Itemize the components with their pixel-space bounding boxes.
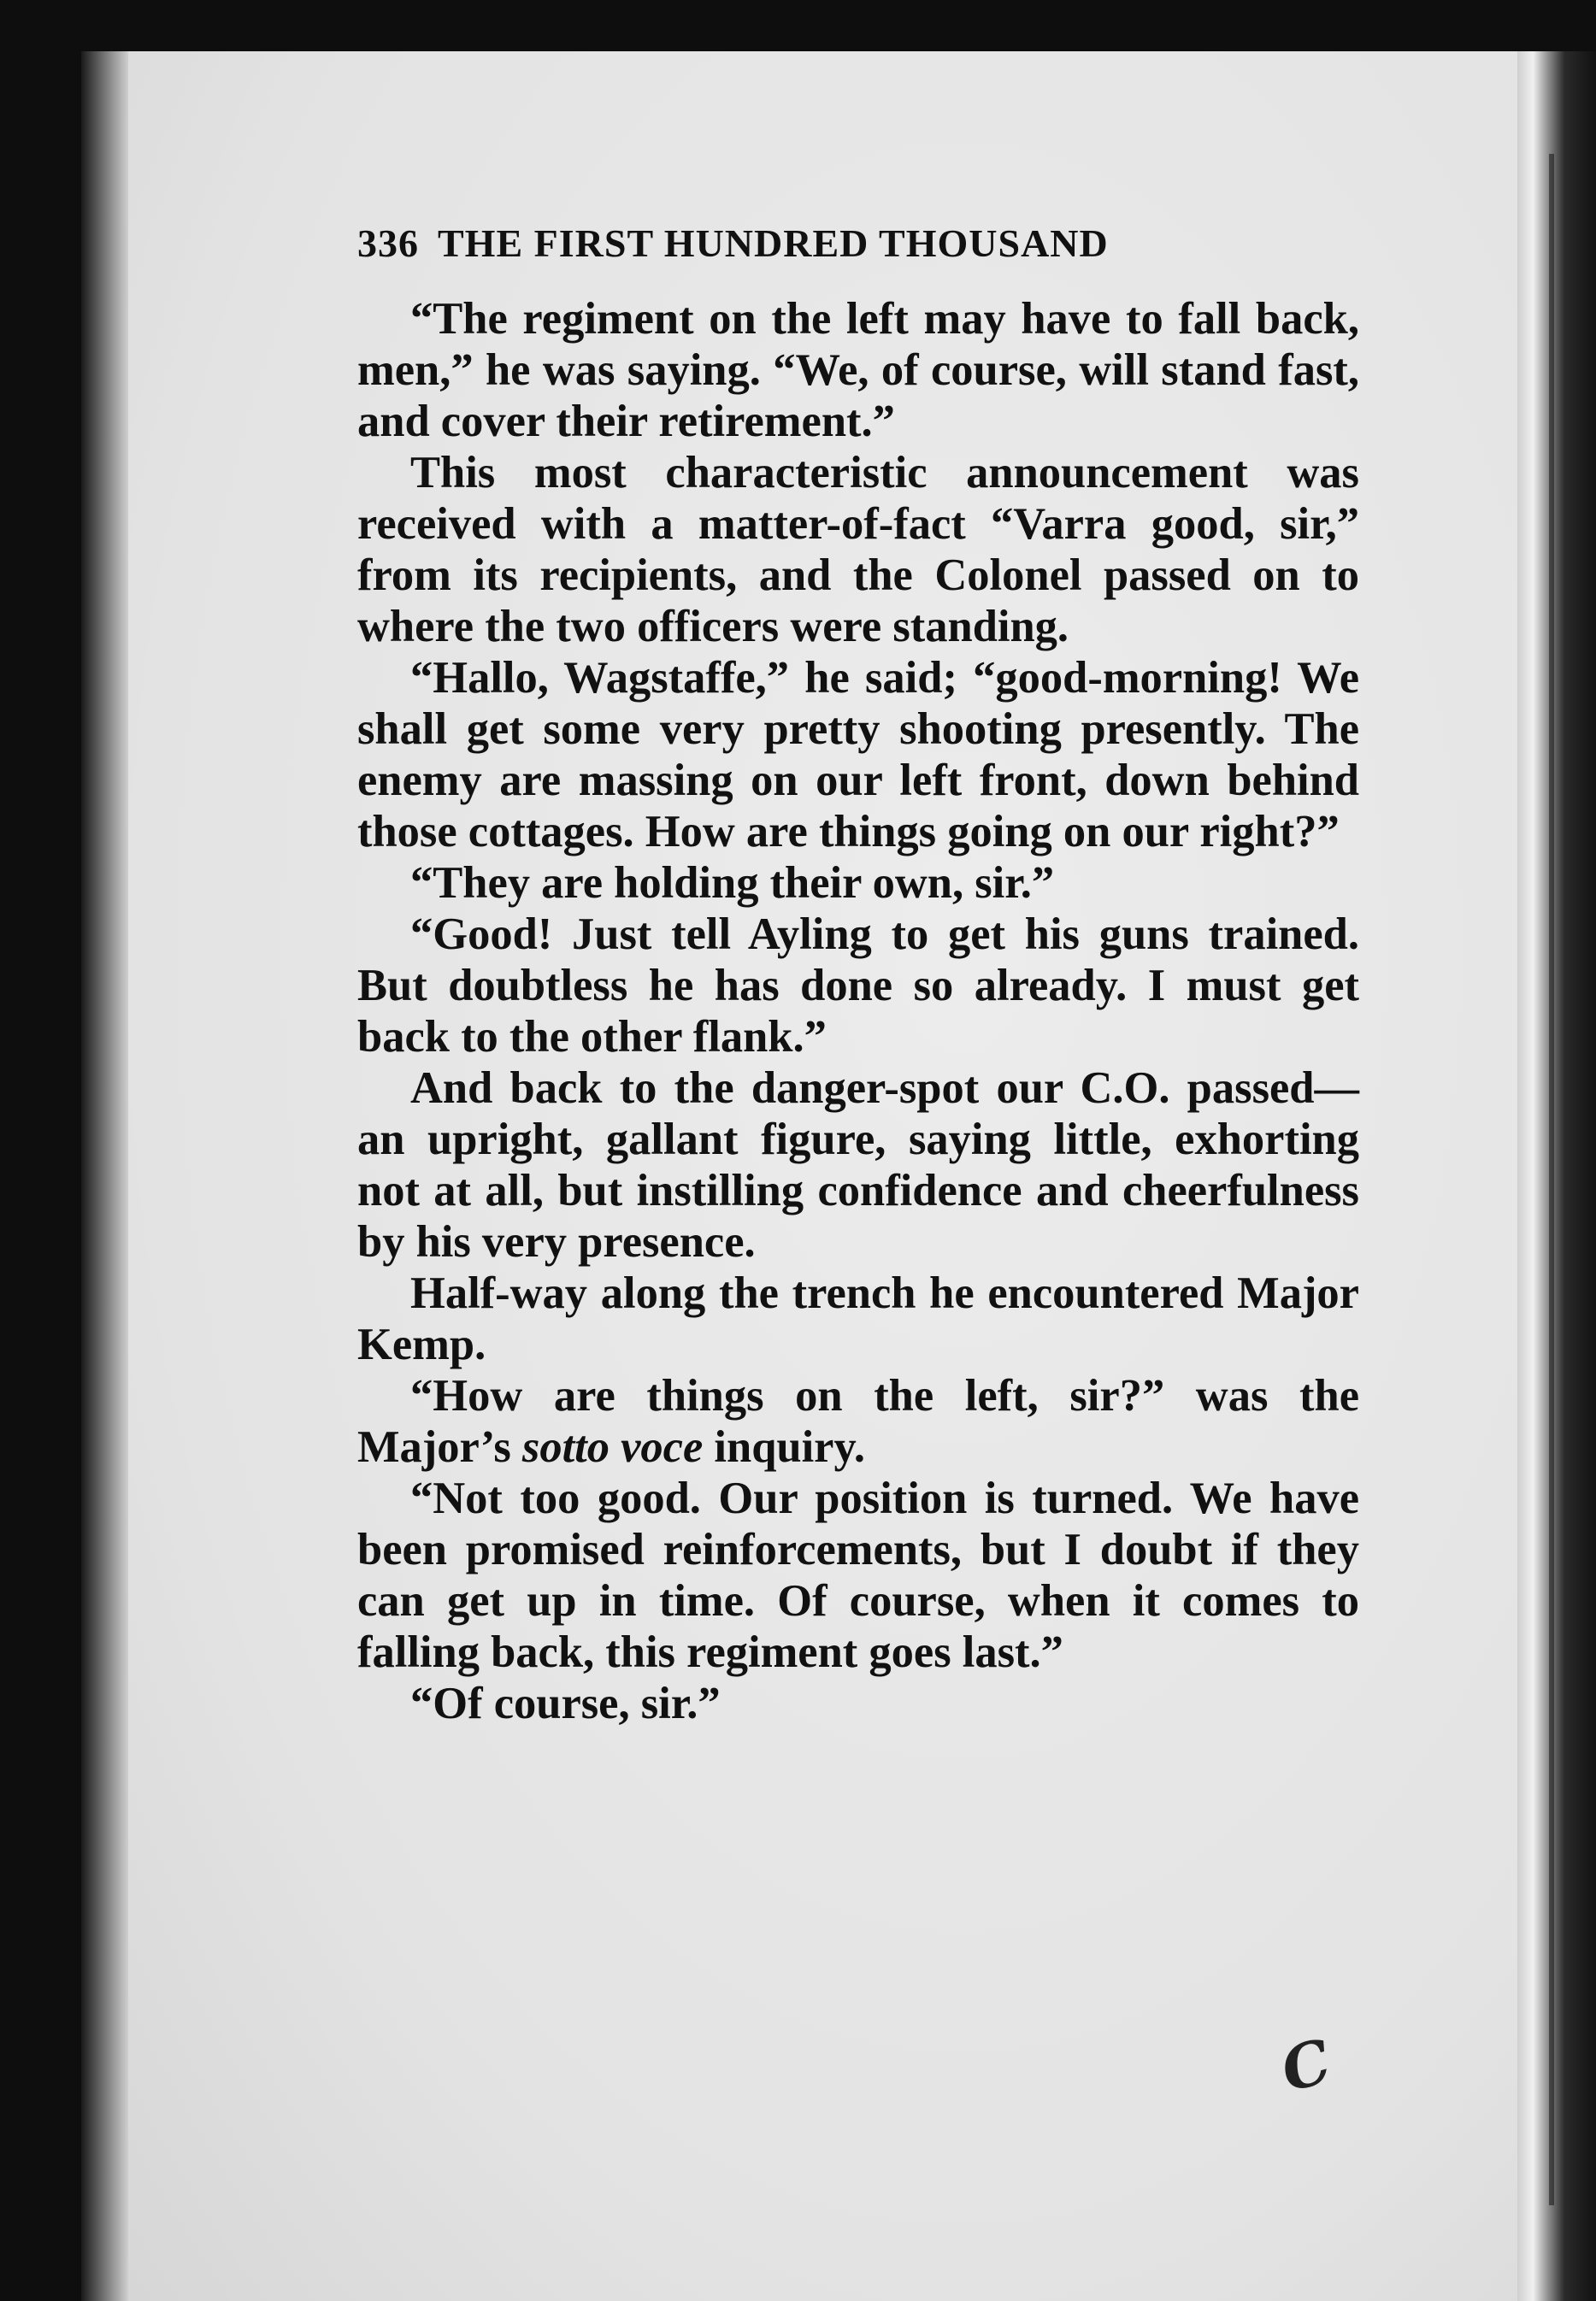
paragraph: “Of course, sir.” [410, 1679, 721, 1728]
page-text [357, 218, 1359, 1729]
page-edge [1517, 51, 1596, 2301]
page-number: 336 [357, 221, 419, 265]
paragraph: “Good! Just tell Ayling to get his guns trained. But doubtless he has done so already. I must get back to the other flank.” [357, 909, 1359, 1062]
paragraph: “Hallo, Wagstaffe,” he said; “good-morning! We shall get some very pretty shooting presently. The enemy are massing on our left front, down behind those cottages. How are things going on our right?” [357, 653, 1359, 856]
paragraph: “They are holding their own, sir.” [410, 858, 1055, 908]
paragraph: Half-way along the trench he encountered Major Kemp. [357, 1268, 1359, 1369]
running-title: THE FIRST HUNDRED THOUSAND [438, 221, 1109, 265]
binding-shadow [81, 51, 128, 2301]
paragraph: This most characteristic announcement was received with a matter-of-fact “Varra good, sir,” from its recipients, and the Colonel passed on to where the two officers were standing. [357, 448, 1359, 651]
italic-phrase: sotto voce [521, 1422, 704, 1472]
paragraph: “The regiment on the left may have to fall back, men,” he was saying. “We, of course, will stand fast, and cover their retirement.” [357, 294, 1359, 446]
paragraph-text: “How are things on the left, sir?” was the Major’s [357, 1371, 1359, 1472]
paragraph-text: inquiry. [703, 1422, 865, 1472]
paragraph [357, 1370, 1359, 1473]
paragraph: “Not too good. Our position is turned. We have been promised reinforcements, but I doubt if they can get up in time. Of course, when it comes to falling back, this regiment goes last.” [357, 1474, 1359, 1677]
margin-mark: C [1274, 2025, 1339, 2106]
page-edge-line [1549, 154, 1554, 2205]
paragraph: And back to the danger-spot our C.O. passed—an upright, gallant figure, saying little, exhorting not at all, but instilling confidence and cheerfulness by his very presence. [357, 1063, 1359, 1267]
running-head [357, 218, 1359, 269]
